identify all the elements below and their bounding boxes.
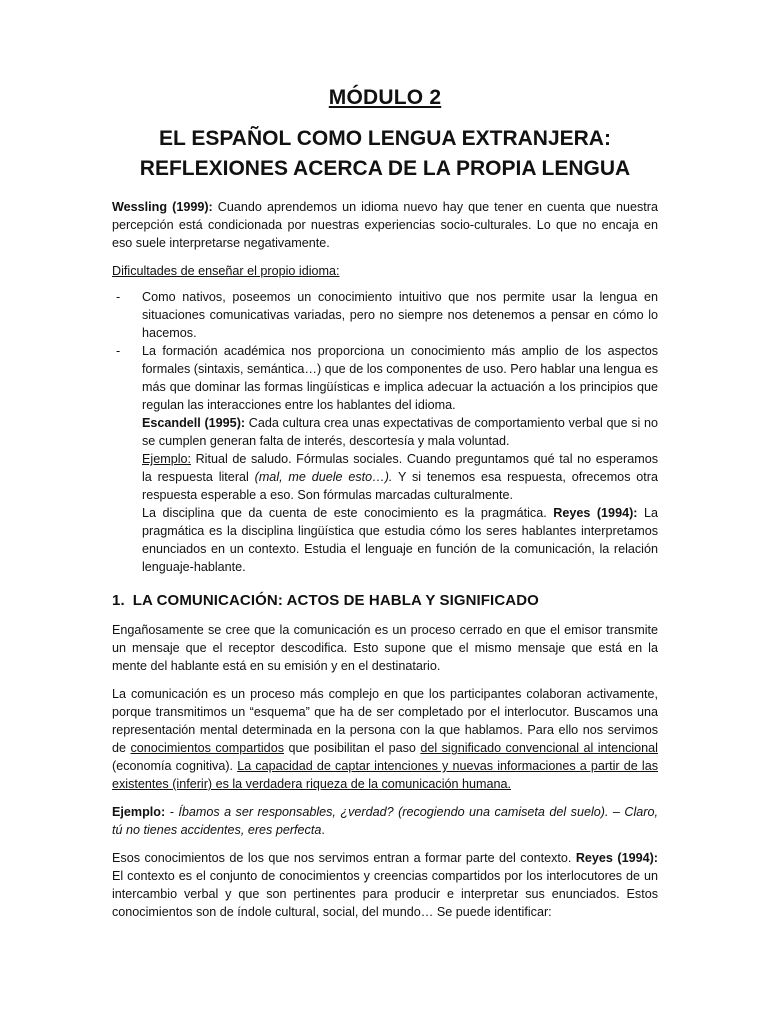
- list-dash: -: [116, 290, 121, 304]
- list-item: [112, 288, 658, 342]
- example-end: .: [321, 823, 325, 837]
- pragmatics-author: Reyes (1994):: [553, 506, 638, 520]
- greeting-example-paragraph: [142, 450, 658, 504]
- communication-paragraph-1: Engañosamente se cree que la comunicación es un proceso cerrado en que el emisor transmite un mensaje que el receptor descodifica. Esto supone que el mismo mensaje que está en la mente del hablante está en su emisión y en el destinatario.: [112, 623, 658, 673]
- paragraph-text: que posibilitan el paso: [284, 741, 421, 755]
- module-heading: MÓDULO 2: [328, 86, 442, 109]
- paragraph-text: (economía cognitiva).: [112, 759, 238, 773]
- shared-knowledge-term: conocimientos compartidos: [130, 741, 284, 755]
- inference-statement: La capacidad de captar intenciones y nuevas informaciones a partir de las existentes (inferir) es la verdadera riqueza de la comunicación humana.: [112, 759, 658, 791]
- document-title-line-1: EL ESPAÑOL COMO LENGUA EXTRANJERA:: [159, 127, 611, 150]
- communication-paragraph-2: [112, 685, 658, 793]
- difficulties-label: Dificultades de enseñar el propio idioma:: [112, 264, 340, 278]
- example-label: Ejemplo:: [142, 452, 191, 466]
- section-heading: [112, 592, 658, 609]
- context-author: Reyes (1994):: [575, 851, 658, 865]
- list-item-text: Como nativos, poseemos un conocimiento intuitivo que nos permite usar la lengua en situaciones comunicativas variadas, pero no siempre nos detenemos a pensar en cómo lo hacemos.: [142, 290, 658, 340]
- context-text: El contexto es el conjunto de conocimientos y creencias compartidos por los interlocutores de un intercambio verbal y que son pertinentes para producir e interpretar sus enunciados. Estos conocimientos son de índole cultural, social, del mundo… Se puede identificar:: [112, 869, 658, 919]
- list-dash: -: [116, 344, 121, 358]
- paragraph-text: La comunicación es un proceso más complejo en que los participantes colaboran activamente, porque transmitimos un “esquema” que ha de ser completado por el interlocutor. Buscamos una representación mental determinada en la persona con la que hablamos. Para ello nos servimos de: [112, 687, 658, 755]
- context-paragraph: [112, 849, 658, 921]
- meaning-term: del significado convencional al intencional: [420, 741, 658, 755]
- document-title-line-2: REFLEXIONES ACERCA DE LA PROPIA LENGUA: [139, 157, 631, 180]
- pragmatics-paragraph: [142, 504, 658, 576]
- example-label: Ejemplo:: [112, 805, 166, 819]
- example-text: Ritual de saludo. Fórmulas sociales. Cuando preguntamos qué tal no esperamos la respuesta literal: [142, 452, 658, 484]
- escandell-text: Cada cultura crea unas expectativas de comportamiento verbal que si no se cumplen generan falta de interés, descortesía y mala voluntad.: [142, 416, 658, 448]
- example-text-end: Y si tenemos esa respuesta, ofrecemos otra respuesta esperable a eso. Son fórmulas marcadas culturalmente.: [142, 470, 658, 502]
- list-item: [112, 342, 658, 576]
- communication-example: [112, 803, 658, 839]
- escandell-paragraph: [142, 414, 658, 450]
- escandell-author: Escandell (1995):: [142, 416, 246, 430]
- example-dialogue: - Íbamos a ser responsables, ¿verdad? (recogiendo una camiseta del suelo). – Claro, tú no tienes accidentes, eres perfecta: [112, 805, 658, 837]
- intro-text: Cuando aprendemos un idioma nuevo hay que tener en cuenta que nuestra percepción está condicionada por nuestras experiencias socio-culturales. Lo que no encaja en eso suele interpretarse negativamente.: [112, 200, 658, 250]
- section-number: 1.: [112, 592, 125, 609]
- intro-author: Wessling (1999):: [112, 200, 213, 214]
- example-italic: (mal, me duele esto…).: [254, 470, 393, 484]
- pragmatics-text: La pragmática es la disciplina lingüística que estudia cómo los seres hablantes interpretamos enunciados en un contexto. Estudia el lenguaje en función de la comunicación, la relación lenguaje-hablante.: [142, 506, 658, 574]
- academic-paragraph: La formación académica nos proporciona un conocimiento más amplio de los aspectos formales (sintaxis, semántica…) que de los componentes de uso. Pero hablar una lengua es más que dominar las formas lingüísticas e implica adecuar la actuación a los principios que regulan las interacciones entre los hablantes del idioma.: [142, 344, 658, 412]
- context-intro: Esos conocimientos de los que nos servimos entran a formar parte del contexto.: [112, 851, 576, 865]
- document-title: [112, 124, 658, 184]
- pragmatics-intro: La disciplina que da cuenta de este conocimiento es la pragmática.: [142, 506, 554, 520]
- section-title: LA COMUNICACIÓN: ACTOS DE HABLA Y SIGNIFICADO: [132, 592, 539, 609]
- intro-paragraph: [112, 198, 658, 252]
- difficulties-list: [112, 288, 658, 576]
